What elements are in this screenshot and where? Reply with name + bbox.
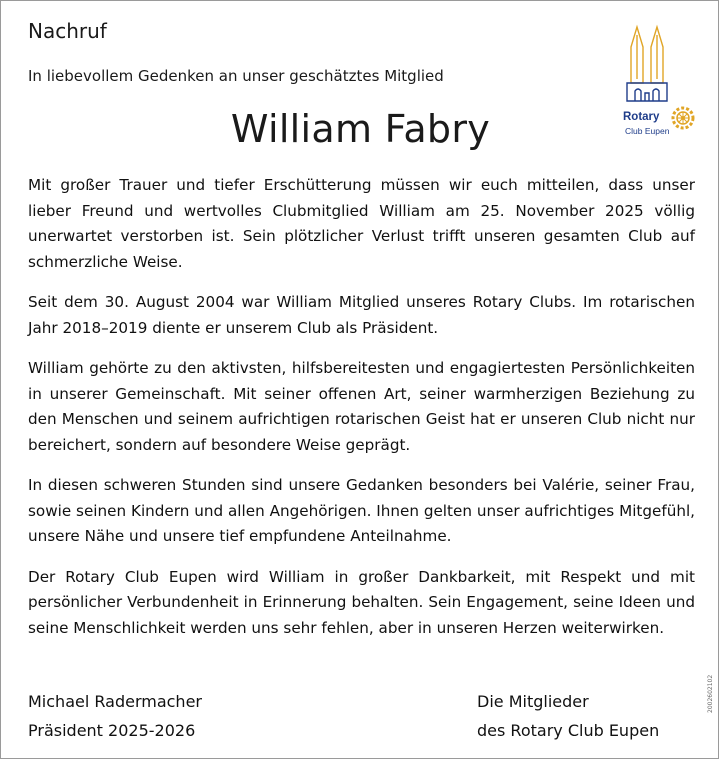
paragraph: Seit dem 30. August 2004 war William Mitglied unseres Rotary Clubs. Im rotarischen Jahr 2018–2019 diente er unserem Club als Präsident. — [28, 293, 695, 337]
paragraph: William gehörte zu den aktivsten, hilfsbereitesten und engagiertesten Persönlichkeiten in unserer Gemeinschaft. Mit seiner offenen Art, seiner warmherzigen Beziehung zu den Menschen und seinem aufrichtigen rotarischen Geist hat er unseren Club nicht nur bereichert, sondern auf besondere Weise geprägt. — [28, 359, 695, 454]
paragraph: Mit großer Trauer und tiefer Erschütterung müssen wir euch mitteilen, dass unser lieber Freund und wertvolles Clubmitglied William am 25. November 2025 völlig unerwartet verstorben ist. Sein plötzlicher Verlust trifft unseren gesamten Club auf schmerzliche Weise. — [28, 176, 695, 271]
rotary-wheel-icon — [673, 108, 693, 128]
signature-role: Präsident 2025-2026 — [28, 721, 196, 740]
logo-wordmark: Rotary — [623, 111, 660, 123]
notice-heading: Nachruf — [28, 19, 107, 43]
signature-name: Michael Radermacher — [28, 692, 202, 711]
deceased-name: William Fabry — [230, 107, 491, 151]
signature-line-1: Die Mitglieder — [477, 692, 589, 711]
notice-body — [28, 173, 695, 656]
logo-subtitle: Club Eupen — [625, 126, 670, 136]
signature-line-2: des Rotary Club Eupen — [477, 721, 660, 740]
side-reference-code: 2002602102 — [707, 674, 714, 713]
signature-members — [477, 687, 659, 745]
cathedral-icon — [627, 27, 667, 101]
paragraph: In diesen schweren Stunden sind unsere Gedanken besonders bei Valérie, seiner Frau, sowie seinen Kindern und allen Angehörigen. Ihnen gelten unser aufrichtiges Mitgefühl, unsere Nähe und unsere tief empfundene Anteilnahme. — [28, 476, 695, 545]
notice-intro: In liebevollem Gedenken an unser geschätztes Mitglied — [28, 67, 444, 85]
signature-president — [28, 687, 202, 745]
paragraph: Der Rotary Club Eupen wird William in großer Dankbarkeit, mit Respekt und mit persönlicher Verbundenheit in Erinnerung behalten. Sein Engagement, seine Ideen und seine Menschlichkeit werden uns sehr fehlen, aber in unseren Herzen weiterwirken. — [28, 567, 695, 637]
